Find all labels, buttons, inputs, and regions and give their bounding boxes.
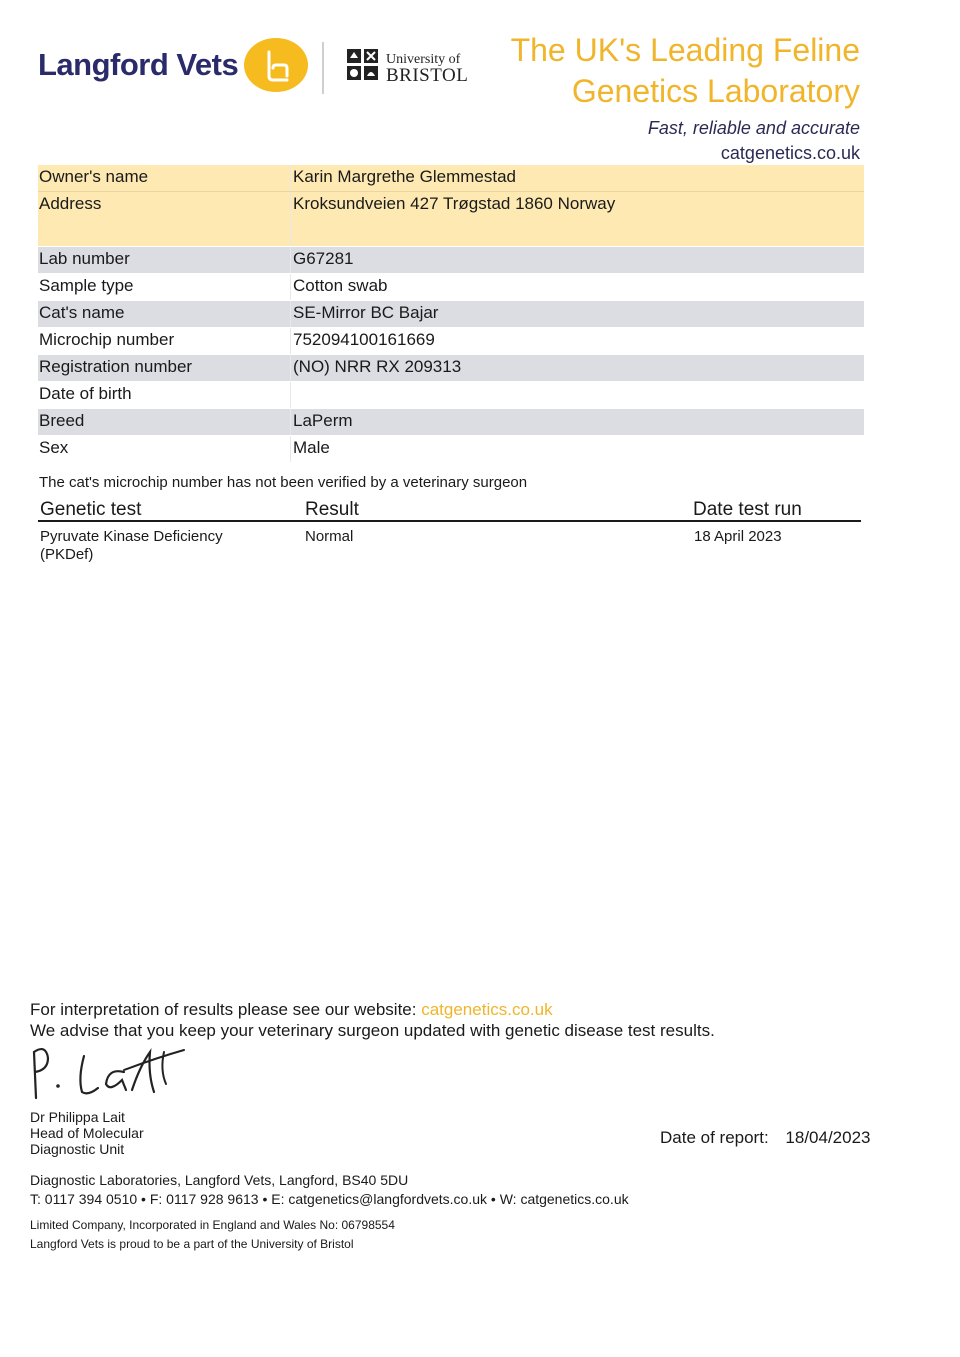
info-value: Kroksundveien 427 Trøgstad 1860 Norway: [290, 192, 864, 246]
info-label: Breed: [39, 411, 85, 430]
info-row-owner-name: [38, 165, 864, 192]
info-row-sex: [38, 436, 864, 463]
headline-line-2: Genetics Laboratory: [571, 73, 860, 109]
signatory-name: Dr Philippa Lait: [30, 1109, 125, 1125]
result-test-abbrev: (PKDef): [40, 546, 94, 563]
signatory-title-1: Head of Molecular: [30, 1125, 144, 1141]
info-row-registration: [38, 355, 864, 382]
langford-vets-logo: [38, 38, 308, 92]
info-value: [290, 382, 864, 408]
info-label: Lab number: [39, 249, 130, 268]
info-label: Microchip number: [39, 330, 175, 349]
info-row-address: [38, 192, 864, 247]
cat-info-table: [38, 165, 864, 463]
col-result: Result: [305, 499, 359, 520]
info-label: Cat's name: [39, 303, 125, 322]
result-test-name: Pyruvate Kinase Deficiency: [40, 528, 223, 545]
info-row-date-of-birth: [38, 382, 864, 409]
logo-divider: [322, 42, 324, 94]
interpretation-link[interactable]: catgenetics.co.uk: [421, 1000, 553, 1019]
interpretation-line: [30, 1000, 553, 1020]
result-date: 18 April 2023: [694, 528, 782, 545]
info-row-lab-number: [38, 247, 864, 274]
info-row-breed: [38, 409, 864, 436]
col-date-test-run: Date test run: [693, 499, 802, 520]
info-label: Date of birth: [39, 384, 132, 403]
headline: [511, 30, 860, 112]
interpretation-text: For interpretation of results please see our website:: [30, 1000, 417, 1019]
signature-image: [26, 1042, 196, 1109]
header-website[interactable]: catgenetics.co.uk: [720, 143, 860, 163]
result-value: Normal: [305, 528, 354, 545]
tagline: Fast, reliable and accurate: [647, 118, 860, 138]
bristol-label: BRISTOL: [386, 64, 469, 86]
microchip-note: The cat's microchip number has not been verified by a veterinary surgeon: [39, 474, 528, 491]
signatory-block: [30, 1109, 144, 1157]
info-value: Male: [290, 436, 864, 462]
info-row-sample-type: [38, 274, 864, 301]
info-value: (NO) NRR RX 209313: [290, 355, 864, 381]
info-label: Sample type: [39, 276, 134, 295]
results-header: [38, 497, 861, 522]
langford-emblem-icon: [244, 38, 308, 92]
university-of-label: University of: [386, 51, 461, 67]
info-label: Registration number: [39, 357, 193, 376]
company-affiliation: Langford Vets is proud to be a part of the University of Bristol: [30, 1237, 354, 1251]
report-date-label: Date of report:: [660, 1128, 769, 1147]
company-registration: Limited Company, Incorporated in England and Wales No: 06798554: [30, 1218, 395, 1232]
contact-details: T: 0117 394 0510 • F: 0117 928 9613 • E: catgenetics@langfordvets.co.uk • W: catgenetics.co.uk: [30, 1191, 629, 1207]
report-date: [660, 1128, 871, 1148]
info-value: Cotton swab: [290, 274, 864, 300]
headline-line-1: The UK's Leading Feline: [510, 32, 860, 68]
info-row-cat-name: [38, 301, 864, 328]
col-genetic-test: Genetic test: [40, 499, 142, 520]
contact-address: Diagnostic Laboratories, Langford Vets, Langford, BS40 5DU: [30, 1172, 409, 1188]
info-value: G67281: [290, 247, 864, 273]
brand-wordmark: Langford Vets: [38, 47, 239, 82]
report-date-value: 18/04/2023: [785, 1128, 871, 1147]
bristol-crest-icon: [346, 48, 380, 87]
info-row-microchip: [38, 328, 864, 355]
info-label: Owner's name: [39, 167, 149, 186]
info-label: Address: [39, 194, 102, 213]
advise-text: We advise that you keep your veterinary surgeon updated with genetic disease test results.: [30, 1021, 715, 1040]
info-value: SE-Mirror BC Bajar: [290, 301, 864, 327]
signatory-title-2: Diagnostic Unit: [30, 1141, 125, 1157]
info-label: Sex: [39, 438, 69, 457]
info-value: 752094100161669: [290, 328, 864, 354]
university-of-bristol-logo: [346, 48, 468, 87]
info-value: LaPerm: [290, 409, 864, 435]
info-value: Karin Margrethe Glemmestad: [290, 165, 864, 191]
